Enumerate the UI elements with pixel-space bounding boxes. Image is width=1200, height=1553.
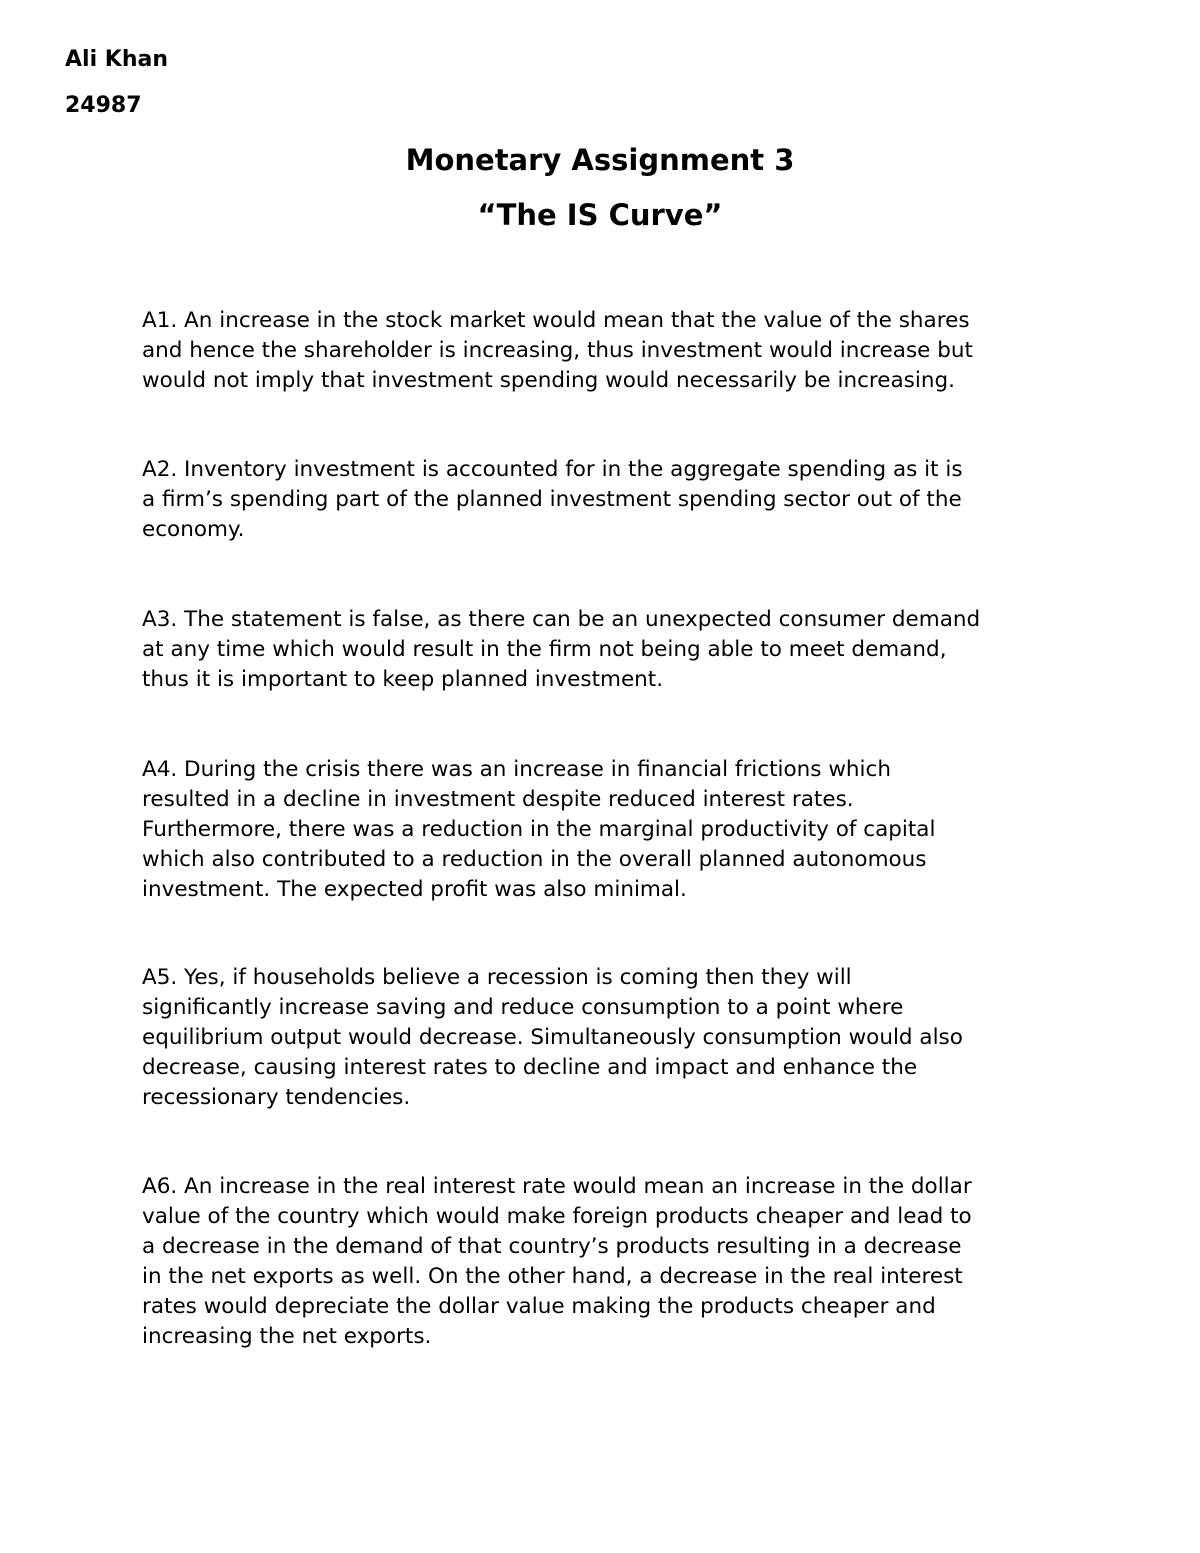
answer-line: A2. Inventory investment is accounted for in the aggregate spending as it is <box>142 457 963 482</box>
answer-line: significantly increase saving and reduce consumption to a point where <box>142 995 904 1020</box>
answer-line: A1. An increase in the stock market would mean that the value of the shares <box>142 308 970 333</box>
answer-a3 <box>142 605 1072 695</box>
answer-line: economy. <box>142 517 245 542</box>
answer-a6 <box>142 1172 1072 1352</box>
answer-line: value of the country which would make foreign products cheaper and lead to <box>142 1204 972 1229</box>
answer-line: investment. The expected profit was also minimal. <box>142 877 687 902</box>
answer-line: resulted in a decline in investment despite reduced interest rates. <box>142 787 854 812</box>
answer-line: would not imply that investment spending would necessarily be increasing. <box>142 368 955 393</box>
answer-a2 <box>142 455 1072 545</box>
answer-a4 <box>142 755 1072 905</box>
answer-line: which also contributed to a reduction in the overall planned autonomous <box>142 847 927 872</box>
answer-line: thus it is important to keep planned investment. <box>142 667 664 692</box>
answer-line: decrease, causing interest rates to decline and impact and enhance the <box>142 1055 918 1080</box>
answer-line: a decrease in the demand of that country’s products resulting in a decrease <box>142 1234 962 1259</box>
answer-a5 <box>142 963 1072 1113</box>
answer-line: A4. During the crisis there was an increase in financial frictions which <box>142 757 891 782</box>
answer-line: rates would depreciate the dollar value making the products cheaper and <box>142 1294 936 1319</box>
answer-line: Furthermore, there was a reduction in the marginal productivity of capital <box>142 817 936 842</box>
answer-line: recessionary tendencies. <box>142 1085 411 1110</box>
author-id: 24987 <box>65 93 142 118</box>
document-subtitle: “The IS Curve” <box>477 198 723 232</box>
document-title: Monetary Assignment 3 <box>405 143 795 177</box>
answer-line: A3. The statement is false, as there can be an unexpected consumer demand <box>142 607 981 632</box>
answer-line: A6. An increase in the real interest rate would mean an increase in the dollar <box>142 1174 972 1199</box>
answer-line: A5. Yes, if households believe a recession is coming then they will <box>142 965 852 990</box>
answer-line: equilibrium output would decrease. Simultaneously consumption would also <box>142 1025 963 1050</box>
answer-a1 <box>142 306 1072 396</box>
author-name: Ali Khan <box>65 47 168 72</box>
answer-line: and hence the shareholder is increasing, thus investment would increase but <box>142 338 973 363</box>
answer-line: in the net exports as well. On the other hand, a decrease in the real interest <box>142 1264 963 1289</box>
answer-line: a firm’s spending part of the planned investment spending sector out of the <box>142 487 962 512</box>
answer-line: increasing the net exports. <box>142 1324 432 1349</box>
answer-line: at any time which would result in the firm not being able to meet demand, <box>142 637 947 662</box>
